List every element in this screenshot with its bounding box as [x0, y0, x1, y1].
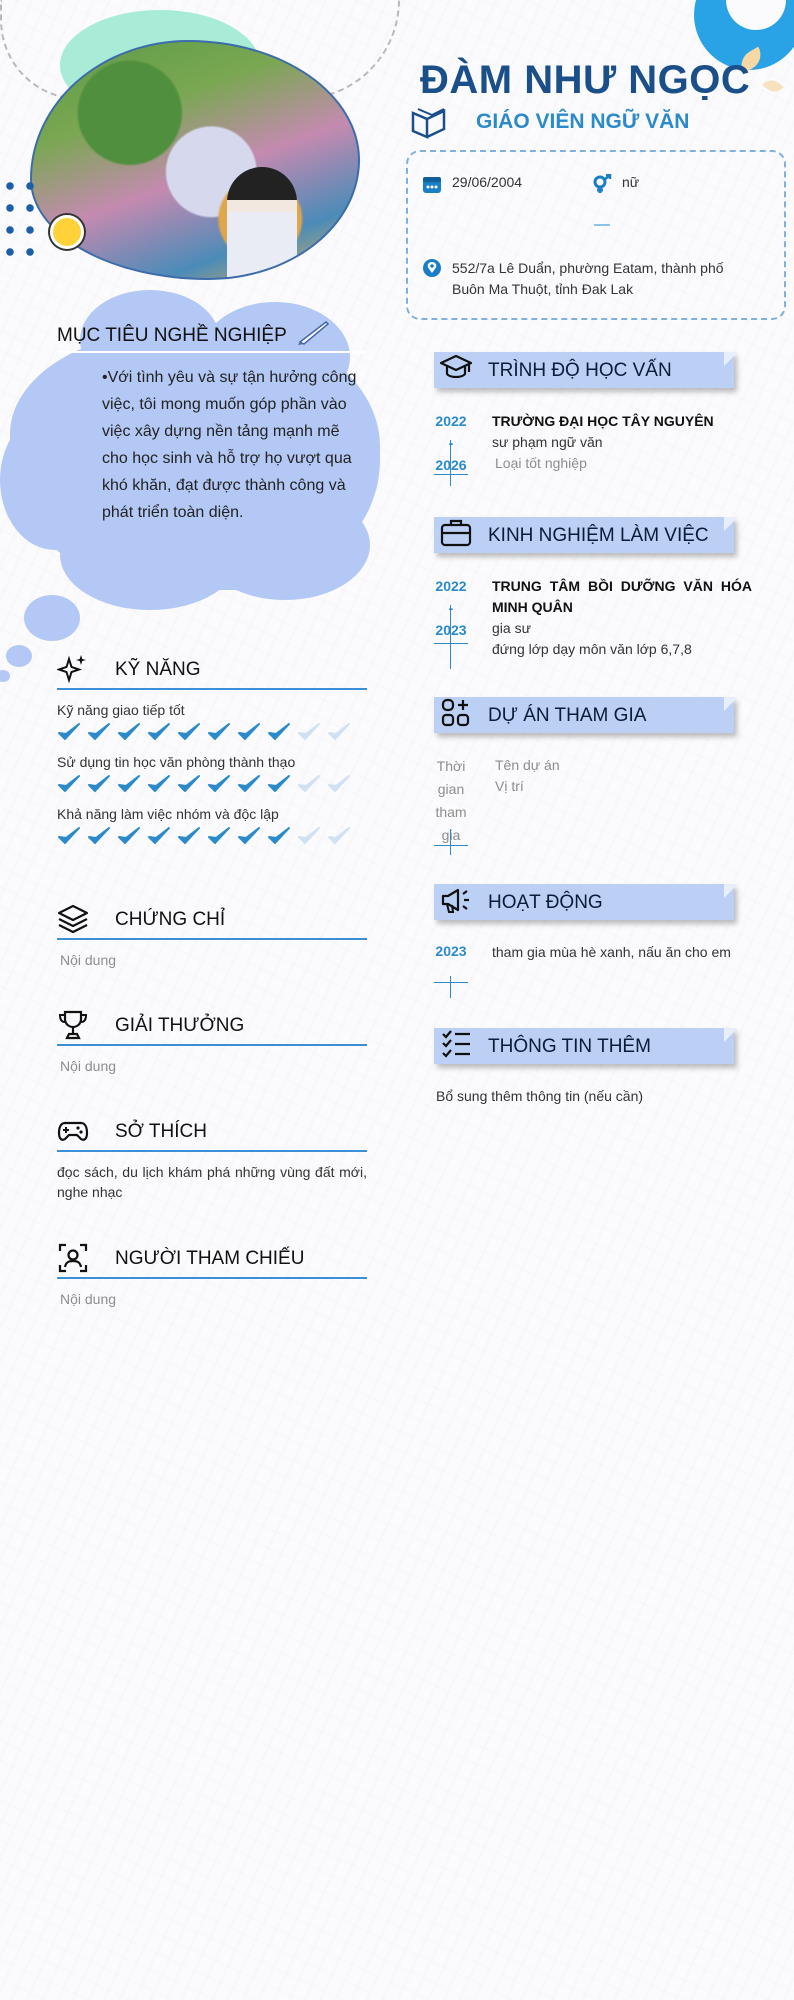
bubble-decoration: [0, 670, 10, 682]
check-icon: [267, 722, 291, 742]
check-icon: [237, 722, 261, 742]
timeline-line: [450, 605, 451, 669]
projects-details: [495, 755, 755, 797]
check-icon: [147, 826, 171, 846]
education-section: [434, 352, 754, 473]
check-icon: [267, 826, 291, 846]
gender-row: [592, 174, 639, 194]
skill-rating: [57, 774, 367, 794]
projects-role: Vị trí: [495, 778, 524, 794]
check-icon: [57, 722, 81, 742]
banner-fold: [724, 884, 738, 898]
leaf-decoration: [762, 76, 784, 97]
check-icon: [117, 774, 141, 794]
skills-title: KỸ NĂNG: [115, 659, 201, 680]
skills-list: [57, 702, 367, 846]
address-line-2: Buôn Ma Thuột, tỉnh Đak Lak: [452, 281, 634, 297]
projects-section: [434, 697, 754, 843]
education-school: TRƯỜNG ĐẠI HỌC TÂY NGUYÊN: [492, 413, 714, 429]
lightbulb-icon: [50, 215, 84, 249]
dob-value: 29/06/2004: [452, 174, 523, 190]
experience-start-year: 2022: [435, 578, 467, 594]
check-icon: [57, 826, 81, 846]
contact-box: [406, 150, 786, 320]
check-icon: [207, 826, 231, 846]
graduation-cap-icon: [440, 352, 472, 384]
banner-fold: [724, 352, 738, 366]
gamepad-icon: [57, 1115, 89, 1147]
awards-underline: [57, 1044, 367, 1046]
check-icon: [327, 826, 351, 846]
megaphone-icon: [440, 884, 472, 916]
certificates-section: [57, 897, 367, 970]
skill-rating: [57, 722, 367, 742]
references-header: [57, 1236, 367, 1274]
bubble-decoration: [6, 645, 32, 667]
calendar-icon: [422, 174, 442, 194]
objective-underline: [57, 351, 365, 353]
skills-section: [57, 647, 367, 846]
projects-name: Tên dự án: [495, 757, 560, 773]
check-icon: [177, 826, 201, 846]
extra-text: Bổ sung thêm thông tin (nếu cần): [436, 1088, 644, 1104]
timeline-tick: [434, 845, 468, 846]
experience-title: KINH NGHIỆM LÀM VIỆC: [488, 525, 709, 546]
experience-details: [492, 576, 752, 660]
list-icon: [440, 1028, 472, 1060]
experience-company: TRUNG TÂM BỒI DƯỠNG VĂN HÓA MINH QUÂN: [492, 578, 752, 615]
banner-fold: [724, 517, 738, 531]
certificates-underline: [57, 938, 367, 940]
check-icon: [177, 774, 201, 794]
check-icon: [207, 722, 231, 742]
education-major: sư phạm ngữ văn: [492, 434, 603, 450]
education-grade: Loại tốt nghiệp: [495, 455, 587, 471]
timeline-tick: [434, 474, 468, 475]
education-title: TRÌNH ĐỘ HỌC VẤN: [488, 360, 672, 381]
gender-icon: [592, 174, 612, 194]
experience-description: đứng lớp dạy môn văn lớp 6,7,8: [492, 641, 692, 657]
references-content: Nội dung: [60, 1291, 117, 1307]
projects-banner: [434, 697, 754, 737]
cloud-shape: [0, 410, 110, 550]
check-icon: [147, 774, 171, 794]
experience-entry: [434, 575, 754, 675]
divider-dash: [594, 224, 610, 226]
skills-underline: [57, 688, 367, 690]
education-entry: [434, 410, 754, 490]
education-details: [492, 411, 752, 474]
timeline-line: [450, 829, 451, 855]
projects-title: DỰ ÁN THAM GIA: [488, 705, 647, 726]
activities-section: [434, 884, 754, 960]
dob-row: [422, 174, 522, 194]
education-banner: [434, 352, 754, 392]
hobbies-section: [57, 1109, 367, 1202]
experience-banner: [434, 517, 754, 557]
check-icon: [237, 826, 261, 846]
experience-end-year: 2023: [435, 622, 467, 638]
skills-header: [57, 647, 367, 685]
certificates-header: [57, 897, 367, 935]
bubble-decoration: [24, 595, 80, 641]
education-year-sep: -: [448, 435, 454, 451]
check-icon: [327, 722, 351, 742]
activities-title: HOẠT ĐỘNG: [488, 892, 603, 913]
extra-title: THÔNG TIN THÊM: [488, 1036, 651, 1057]
education-end-year: 2026: [435, 457, 467, 473]
timeline-tick: [434, 982, 468, 983]
check-icon: [87, 826, 111, 846]
check-icon: [207, 774, 231, 794]
experience-year-sep: -: [448, 600, 454, 616]
user-scan-icon: [57, 1242, 89, 1274]
objective-title: MỤC TIÊU NGHỀ NGHIỆP: [57, 325, 287, 346]
skill-name: Kỹ năng giao tiếp tốt: [57, 702, 185, 718]
skill-rating: [57, 826, 367, 846]
hobbies-title: SỞ THÍCH: [115, 1121, 207, 1142]
projects-entry: [434, 755, 754, 855]
sparkle-icon: [57, 653, 89, 685]
check-icon: [117, 826, 141, 846]
activities-year: 2023: [435, 943, 467, 959]
check-icon: [177, 722, 201, 742]
education-start-year: 2022: [435, 413, 467, 429]
book-icon: [410, 105, 448, 139]
check-icon: [327, 774, 351, 794]
photo-person-shape: [227, 167, 297, 280]
activities-entry: [434, 942, 754, 1002]
references-section: [57, 1236, 367, 1309]
address-line-1: 552/7a Lê Duẩn, phường Eatam, thành phố: [452, 260, 724, 276]
gender-value: nữ: [622, 174, 640, 190]
check-icon: [147, 722, 171, 742]
objective-text: •Với tình yêu và sự tận hưởng công việc, tôi mong muốn góp phần vào việc xây dựng nền tảng mạnh mẽ cho học sinh và hỗ trợ họ vượt qua khó khăn, đạt được thành công và phát triển toàn diện.: [102, 369, 357, 521]
check-icon: [87, 774, 111, 794]
skill-name: Sử dụng tin học văn phòng thành thạo: [57, 754, 296, 770]
check-icon: [297, 774, 321, 794]
timeline-line: [450, 440, 451, 486]
shapes-icon: [440, 697, 472, 729]
activities-banner: [434, 884, 754, 924]
dot-grid-decoration: [0, 175, 40, 265]
hobbies-content: đọc sách, du lịch khám phá những vùng đất mới, nghe nhạc: [57, 1164, 367, 1200]
awards-title: GIẢI THƯỞNG: [115, 1015, 245, 1036]
briefcase-icon: [440, 517, 472, 549]
check-icon: [57, 774, 81, 794]
skill-name: Khả năng làm việc nhóm và độc lập: [57, 806, 279, 822]
references-underline: [57, 1277, 367, 1279]
trophy-icon: [57, 1009, 89, 1041]
check-icon: [297, 826, 321, 846]
pen-icon: [294, 318, 334, 348]
check-icon: [87, 722, 111, 742]
hobbies-underline: [57, 1150, 367, 1152]
hobbies-header: [57, 1109, 367, 1147]
job-title: GIÁO VIÊN NGỮ VĂN: [476, 110, 690, 133]
check-icon: [237, 774, 261, 794]
candidate-name: ĐÀM NHƯ NGỌC: [420, 58, 751, 102]
timeline-tick: [434, 643, 468, 644]
banner-fold: [724, 1028, 738, 1042]
awards-content: Nội dung: [60, 1058, 117, 1074]
certificates-title: CHỨNG CHỈ: [115, 909, 226, 930]
check-icon: [297, 722, 321, 742]
experience-section: [434, 517, 754, 657]
location-icon: [422, 258, 442, 278]
address-row: [422, 258, 724, 300]
awards-section: [57, 1003, 367, 1076]
extra-section: [434, 1028, 754, 1104]
extra-banner: [434, 1028, 754, 1068]
timeline-line: [450, 976, 451, 998]
banner-fold: [724, 697, 738, 711]
check-icon: [117, 722, 141, 742]
experience-position: gia sư: [492, 620, 531, 636]
projects-time: Thời gian tham gia: [435, 758, 467, 843]
certificates-content: Nội dung: [60, 952, 117, 968]
check-icon: [267, 774, 291, 794]
activities-text: tham gia mùa hè xanh, nấu ăn cho em: [492, 944, 731, 960]
layers-icon: [57, 903, 89, 935]
references-title: NGƯỜI THAM CHIẾU: [115, 1248, 305, 1269]
awards-header: [57, 1003, 367, 1041]
